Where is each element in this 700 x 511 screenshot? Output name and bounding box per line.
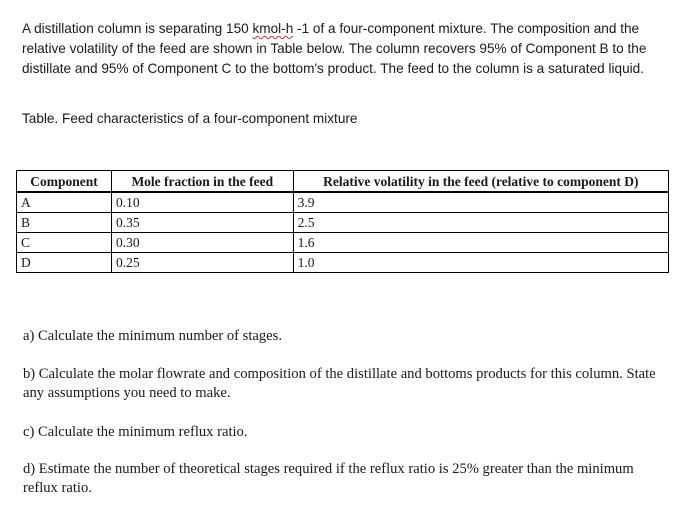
cell-relative-volatility: 3.9 — [293, 192, 668, 213]
cell-relative-volatility: 1.6 — [293, 233, 668, 253]
cell-mole-fraction: 0.25 — [111, 253, 293, 273]
cell-mole-fraction: 0.30 — [111, 233, 293, 253]
problem-statement — [22, 19, 672, 79]
table-header-row — [17, 171, 669, 193]
cell-relative-volatility: 2.5 — [293, 213, 668, 233]
cell-component: A — [17, 192, 112, 213]
question-c: c) Calculate the minimum reflux ratio. — [23, 424, 248, 440]
cell-relative-volatility: 1.0 — [293, 253, 668, 273]
table-caption: Table. Feed characteristics of a four-component mixture — [22, 111, 358, 126]
cell-mole-fraction: 0.35 — [111, 213, 293, 233]
cell-component: B — [17, 213, 112, 233]
problem-statement-part1: A distillation column is separating 150 — [22, 21, 253, 36]
table-row — [17, 213, 669, 233]
flowrate-unit: kmol-h — [252, 21, 294, 36]
cell-component: C — [17, 233, 112, 253]
cell-mole-fraction: 0.10 — [111, 192, 293, 213]
feed-characteristics-table — [16, 170, 669, 273]
table-row — [17, 233, 669, 253]
table-row — [17, 192, 669, 213]
header-mole-fraction: Mole fraction in the feed — [111, 171, 293, 193]
header-relative-volatility: Relative volatility in the feed (relative to component D) — [293, 171, 668, 193]
header-component: Component — [17, 171, 112, 193]
question-a: a) Calculate the minimum number of stages. — [23, 328, 282, 344]
table-row — [17, 253, 669, 273]
cell-component: D — [17, 253, 112, 273]
problem-statement-part2: -1 of a four-component mixture. The composition and the relative volatility of the feed are shown in Table below. The column recovers 95% of Component B to the distillate and 95% of Component C to the bottom's product. The feed to the column is a saturated liquid. — [22, 21, 647, 76]
question-d: d) Estimate the number of theoretical stages required if the reflux ratio is 25% greater than the minimum reflux ratio. — [23, 461, 634, 496]
question-b: b) Calculate the molar flowrate and composition of the distillate and bottoms products for this column. State any assumptions you need to make. — [23, 366, 656, 401]
